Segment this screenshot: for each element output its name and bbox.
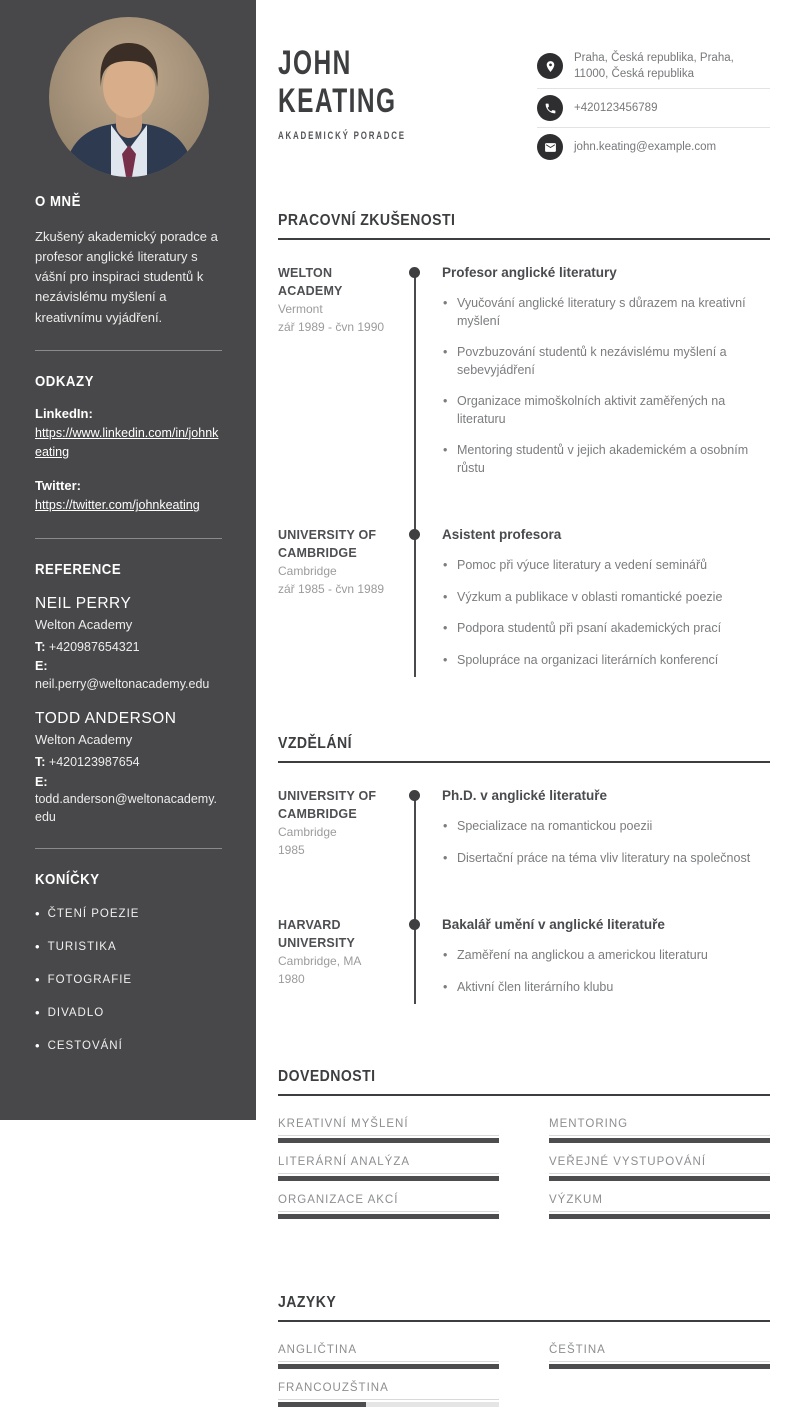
bullet-icon: • (35, 939, 41, 955)
job-bullet: • Výzkum a publikace v oblasti romantické poezie (442, 589, 770, 607)
entry-meta (278, 917, 406, 1010)
skill-bar (549, 1176, 770, 1181)
languages-section (278, 1294, 770, 1420)
language-bar (278, 1402, 499, 1407)
education-entry (278, 788, 770, 881)
education-entries (278, 788, 770, 1010)
hobby-label: CESTOVÁNÍ (47, 1039, 123, 1052)
skill-label: VEŘEJNÉ VYSTUPOVÁNÍ (549, 1156, 707, 1169)
phone-text: +420123456789 (574, 102, 658, 115)
profile-photo (49, 17, 209, 177)
entry-detail (442, 788, 770, 881)
main-content (256, 0, 794, 1395)
languages-grid (278, 1344, 770, 1420)
language-hairline (278, 1361, 499, 1362)
email-value: todd.anderson@weltonacademy.edu (35, 792, 218, 824)
contact-row-location (537, 44, 770, 89)
skill-bar (549, 1214, 770, 1219)
phone-value: +420123987654 (48, 755, 140, 770)
skill-item (278, 1156, 499, 1181)
job-bullets (442, 295, 770, 477)
header (278, 44, 770, 166)
education-section-title: VZDĚLÁNÍ (278, 735, 352, 753)
hobby-label: TURISTIKA (47, 940, 117, 953)
contact-row-phone (537, 89, 770, 128)
education-section (278, 735, 770, 1010)
job-role: AKADEMICKÝ PORADCE (278, 130, 406, 143)
section-rule (278, 1094, 770, 1096)
language-item (278, 1382, 499, 1407)
skills-grid (278, 1118, 770, 1232)
bullet-icon: • (35, 1038, 41, 1054)
language-bar (549, 1364, 770, 1369)
entry-dates: 1985 (278, 843, 305, 858)
skill-label: MENTORING (549, 1118, 629, 1131)
sidebar-divider (35, 350, 222, 351)
skill-item (549, 1156, 770, 1181)
skill-bar-fill (278, 1176, 499, 1181)
reference-phone (35, 639, 222, 657)
degree-bullet: • Zaměření na anglickou a americkou literaturu (442, 947, 770, 965)
skill-item (549, 1118, 770, 1143)
entry-dates: 1980 (278, 972, 305, 987)
hobby-item (35, 906, 222, 921)
hobbies-section-title: KONÍČKY (35, 871, 100, 889)
education-entry (278, 917, 770, 1010)
company-location: Vermont (278, 302, 323, 317)
section-rule (278, 238, 770, 240)
skill-hairline (549, 1173, 770, 1174)
degree-title: Ph.D. v anglické literatuře (442, 788, 608, 804)
skill-item (549, 1194, 770, 1219)
first-name: JOHN (278, 44, 352, 82)
link-item (35, 406, 222, 463)
hobby-label: DIVADLO (47, 1006, 105, 1019)
degree-bullet: • Aktivní člen literárního klubu (442, 979, 770, 997)
reference-item (35, 710, 222, 826)
skill-bar-fill (549, 1176, 770, 1181)
job-bullet: • Organizace mimoškolních aktivit zaměřených na literaturu (442, 393, 770, 428)
language-hairline (549, 1361, 770, 1362)
skills-section-title: DOVEDNOSTI (278, 1068, 376, 1086)
phone-icon (537, 95, 563, 121)
bullet-icon: • (35, 906, 41, 922)
links-section-title: ODKAZY (35, 372, 94, 390)
twitter-link[interactable]: https://twitter.com/johnkeating (35, 498, 200, 513)
contact-row-email (537, 128, 770, 166)
reference-phone (35, 754, 222, 772)
language-label: FRANCOUZŠTINA (278, 1382, 389, 1395)
sidebar (0, 0, 256, 1120)
skill-label: KREATIVNÍ MYŠLENÍ (278, 1118, 409, 1131)
degree-bullets (442, 818, 770, 867)
school-name: HARVARD UNIVERSITY (278, 918, 356, 950)
bullet-icon: • (35, 1005, 41, 1021)
link-item (35, 478, 222, 515)
skill-bar (278, 1214, 499, 1219)
links-section (35, 373, 222, 516)
bullet-icon: • (35, 972, 41, 988)
job-title: Asistent profesora (442, 527, 562, 543)
entry-meta (278, 788, 406, 881)
language-hairline (278, 1399, 499, 1400)
sidebar-divider (35, 538, 222, 539)
skill-label: LITERÁRNÍ ANALÝZA (278, 1156, 411, 1169)
skill-hairline (278, 1173, 499, 1174)
language-bar-fill (549, 1364, 770, 1369)
degree-bullet: • Specializace na romantickou poezii (442, 818, 770, 836)
hobby-item (35, 972, 222, 987)
reference-email (35, 658, 222, 693)
reference-company: Welton Academy (35, 616, 133, 632)
section-rule (278, 761, 770, 763)
skill-hairline (278, 1211, 499, 1212)
hobby-label: FOTOGRAFIE (47, 973, 133, 986)
reference-email (35, 774, 222, 827)
skill-bar-fill (278, 1138, 499, 1143)
school-name: UNIVERSITY OF CAMBRIDGE (278, 789, 377, 821)
twitter-label: Twitter: (35, 478, 81, 494)
skill-bar (549, 1138, 770, 1143)
experience-section (278, 212, 770, 683)
references-section-title: REFERENCE (35, 560, 122, 578)
job-bullet: • Mentoring studentů v jejich akademickém a osobním růstu (442, 442, 770, 477)
reference-item (35, 595, 222, 694)
skills-section (278, 1068, 770, 1232)
job-bullets (442, 557, 770, 669)
language-bar-fill (278, 1402, 366, 1407)
entry-detail (442, 527, 770, 683)
job-bullet: • Vyučování anglické literatury s důrazem na kreativní myšlení (442, 295, 770, 330)
experience-entry (278, 265, 770, 491)
company-location: Cambridge (278, 564, 337, 579)
email-icon (537, 134, 563, 160)
experience-entry (278, 527, 770, 683)
reference-company: Welton Academy (35, 732, 133, 748)
school-location: Cambridge, MA (278, 954, 362, 969)
email-label: E: (35, 774, 48, 789)
email-text: john.keating@example.com (574, 141, 717, 154)
degree-bullet: • Disertační práce na téma vliv literatury na společnost (442, 850, 770, 868)
skill-item (278, 1194, 499, 1219)
entry-detail (442, 265, 770, 491)
sidebar-divider (35, 848, 222, 849)
language-label: ANGLIČTINA (278, 1344, 358, 1357)
skill-label: VÝZKUM (549, 1194, 603, 1207)
entry-meta (278, 265, 406, 491)
school-location: Cambridge (278, 825, 337, 840)
skill-hairline (549, 1211, 770, 1212)
entry-detail (442, 917, 770, 1010)
entry-meta (278, 527, 406, 683)
phone-label: T: (35, 639, 46, 654)
degree-bullets (442, 947, 770, 996)
portrait-illustration (49, 17, 209, 177)
skill-hairline (278, 1135, 499, 1136)
language-item (549, 1344, 770, 1369)
location-text: Praha, Česká republika, Praha, 11000, Česká republika (574, 52, 734, 81)
skill-bar (278, 1138, 499, 1143)
language-bar (278, 1364, 499, 1369)
skill-bar (278, 1176, 499, 1181)
phone-label: T: (35, 755, 46, 770)
hobby-item (35, 1038, 222, 1053)
linkedin-link[interactable]: https://www.linkedin.com/in/johnkeating (35, 425, 219, 460)
entry-dates: zář 1989 - čvn 1990 (278, 320, 385, 335)
company-name: WELTON ACADEMY (278, 266, 343, 298)
email-label: E: (35, 659, 48, 674)
skill-bar-fill (549, 1138, 770, 1143)
hobby-item (35, 939, 222, 954)
skill-hairline (549, 1135, 770, 1136)
experience-entries (278, 265, 770, 683)
reference-name: NEIL PERRY (35, 594, 132, 612)
language-item (278, 1344, 499, 1369)
references-section (35, 561, 222, 827)
degree-title: Bakalář umění v anglické literatuře (442, 917, 665, 933)
name-block (278, 44, 456, 142)
hobby-item (35, 1005, 222, 1020)
skill-item (278, 1118, 499, 1143)
phone-value: +420987654321 (48, 639, 140, 654)
contact-block (537, 44, 770, 166)
languages-section-title: JAZYKY (278, 1294, 337, 1312)
section-rule (278, 1320, 770, 1322)
skill-bar-fill (278, 1214, 499, 1219)
timeline-line (414, 274, 416, 677)
entry-dates: zář 1985 - čvn 1989 (278, 582, 385, 597)
last-name: KEATING (278, 82, 397, 121)
job-bullet: • Spolupráce na organizaci literárních konferencí (442, 652, 770, 670)
page-title (278, 44, 406, 120)
location-icon (537, 53, 563, 79)
language-bar-fill (278, 1364, 499, 1369)
job-bullet: • Povzbuzování studentů k nezávislému myšlení a sebevyjádření (442, 344, 770, 379)
job-title: Profesor anglické literatury (442, 265, 617, 281)
job-bullet: • Pomoc při výuce literatury a vedení seminářů (442, 557, 770, 575)
hobbies-section (35, 871, 222, 1053)
timeline-line (414, 797, 416, 1004)
linkedin-label: LinkedIn: (35, 405, 93, 421)
company-name: UNIVERSITY OF CAMBRIDGE (278, 528, 377, 560)
email-value: neil.perry@weltonacademy.edu (35, 676, 210, 691)
about-section-title: O MNĚ (35, 193, 81, 210)
experience-section-title: PRACOVNÍ ZKUŠENOSTI (278, 212, 456, 230)
job-bullet: • Podpora studentů při psaní akademických prací (442, 620, 770, 638)
reference-name: TODD ANDERSON (35, 710, 177, 728)
language-label: ČEŠTINA (549, 1344, 606, 1357)
hobby-label: ČTENÍ POEZIE (47, 907, 140, 920)
skill-label: ORGANIZACE AKCÍ (278, 1194, 399, 1207)
skill-bar-fill (549, 1214, 770, 1219)
about-text: Zkušený akademický poradce a profesor anglické literatury s vášní pro inspiraci studentů k nezávislému myšlení a kreativnímu vyjádření. (35, 229, 218, 325)
